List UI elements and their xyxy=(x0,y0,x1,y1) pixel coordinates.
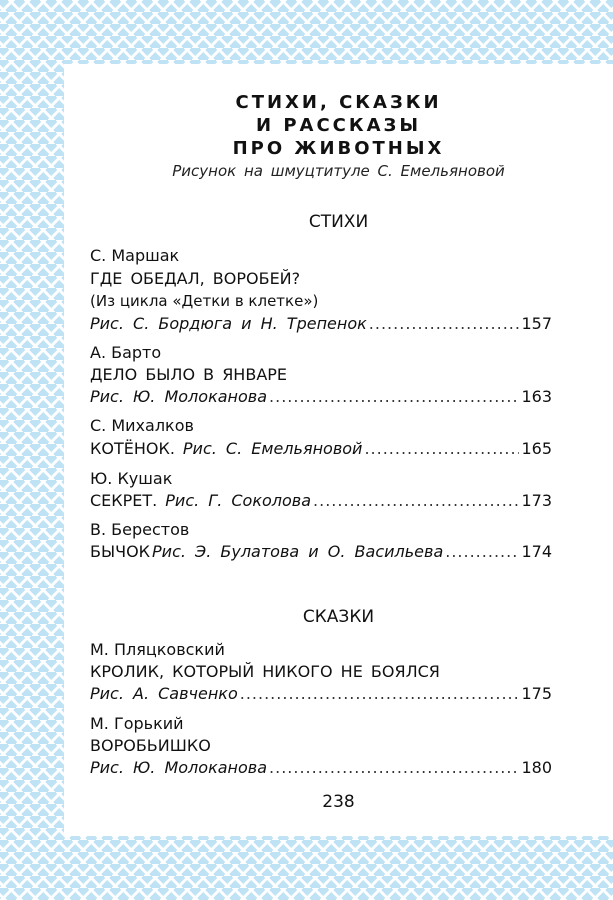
toc-illustrator: Рис. Ю. Молоканова xyxy=(90,387,268,406)
section-title-poems: СТИХИ xyxy=(308,212,369,232)
toc-illustrator: Рис. А. Савченко xyxy=(90,684,238,703)
page-number: 238 xyxy=(322,792,355,812)
section-title-tales: СКАЗКИ xyxy=(302,607,375,627)
dot-leader xyxy=(364,439,519,458)
toc-author: Ю. Кушак xyxy=(90,469,173,488)
heading-subtitle: Рисунок на шмуцтитуле С. Емельяновой xyxy=(172,162,505,180)
dot-leader xyxy=(369,314,520,333)
toc-title: СЕКРЕТ. xyxy=(90,491,158,510)
toc-author: М. Пляцковский xyxy=(90,640,225,659)
contents-page xyxy=(64,64,613,836)
toc-page-number: 165 xyxy=(521,439,552,458)
heading-line-1: СТИХИ, СКАЗКИ xyxy=(235,92,442,113)
toc-entry-line[interactable] xyxy=(90,684,552,703)
toc-title: БЫЧОК xyxy=(90,542,151,561)
toc-author: С. Маршак xyxy=(90,246,180,265)
toc-title: КРОЛИК, КОТОРЫЙ НИКОГО НЕ БОЯЛСЯ xyxy=(90,662,440,681)
toc-title: ГДЕ ОБЕДАЛ, ВОРОБЕЙ? xyxy=(90,269,301,288)
toc-entry-line[interactable] xyxy=(90,314,552,333)
toc-note: (Из цикла «Детки в клетке») xyxy=(90,292,319,310)
toc-author: М. Горький xyxy=(90,714,184,733)
toc-title: ДЕЛО БЫЛО В ЯНВАРЕ xyxy=(90,365,288,384)
heading-line-3: ПРО ЖИВОТНЫХ xyxy=(232,138,445,159)
toc-illustrator: Рис. Г. Соколова xyxy=(165,491,312,510)
toc-entry-line[interactable] xyxy=(90,387,552,406)
dot-leader xyxy=(269,758,519,777)
toc-page-number: 175 xyxy=(521,684,552,703)
toc-author: А. Барто xyxy=(90,343,162,362)
dot-leader xyxy=(269,387,519,406)
toc-page-number: 173 xyxy=(521,491,552,510)
toc-page-number: 157 xyxy=(521,314,552,333)
toc-illustrator: Рис. С. Емельяновой xyxy=(182,439,363,458)
toc-entry-line[interactable] xyxy=(90,542,552,561)
toc-illustrator: Рис. Э. Булатова и О. Васильева xyxy=(152,542,444,561)
toc-illustrator: Рис. С. Бордюга и Н. Трепенок xyxy=(90,314,367,333)
toc-title: ВОРОБЬИШКО xyxy=(90,736,211,755)
toc-entry-line[interactable] xyxy=(90,758,552,777)
heading-line-2: И РАССКАЗЫ xyxy=(256,115,421,136)
toc-author: С. Михалков xyxy=(90,416,194,435)
dot-leader xyxy=(313,491,519,510)
toc-entry-line[interactable] xyxy=(90,439,552,458)
toc-author: В. Берестов xyxy=(90,520,190,539)
toc-page-number: 174 xyxy=(521,542,552,561)
toc-page-number: 180 xyxy=(521,758,552,777)
toc-title: КОТЁНОК. xyxy=(90,439,175,458)
dot-leader xyxy=(240,684,520,703)
toc-illustrator: Рис. Ю. Молоканова xyxy=(90,758,268,777)
dot-leader xyxy=(445,542,519,561)
toc-entry-line[interactable] xyxy=(90,491,552,510)
toc-page-number: 163 xyxy=(521,387,552,406)
